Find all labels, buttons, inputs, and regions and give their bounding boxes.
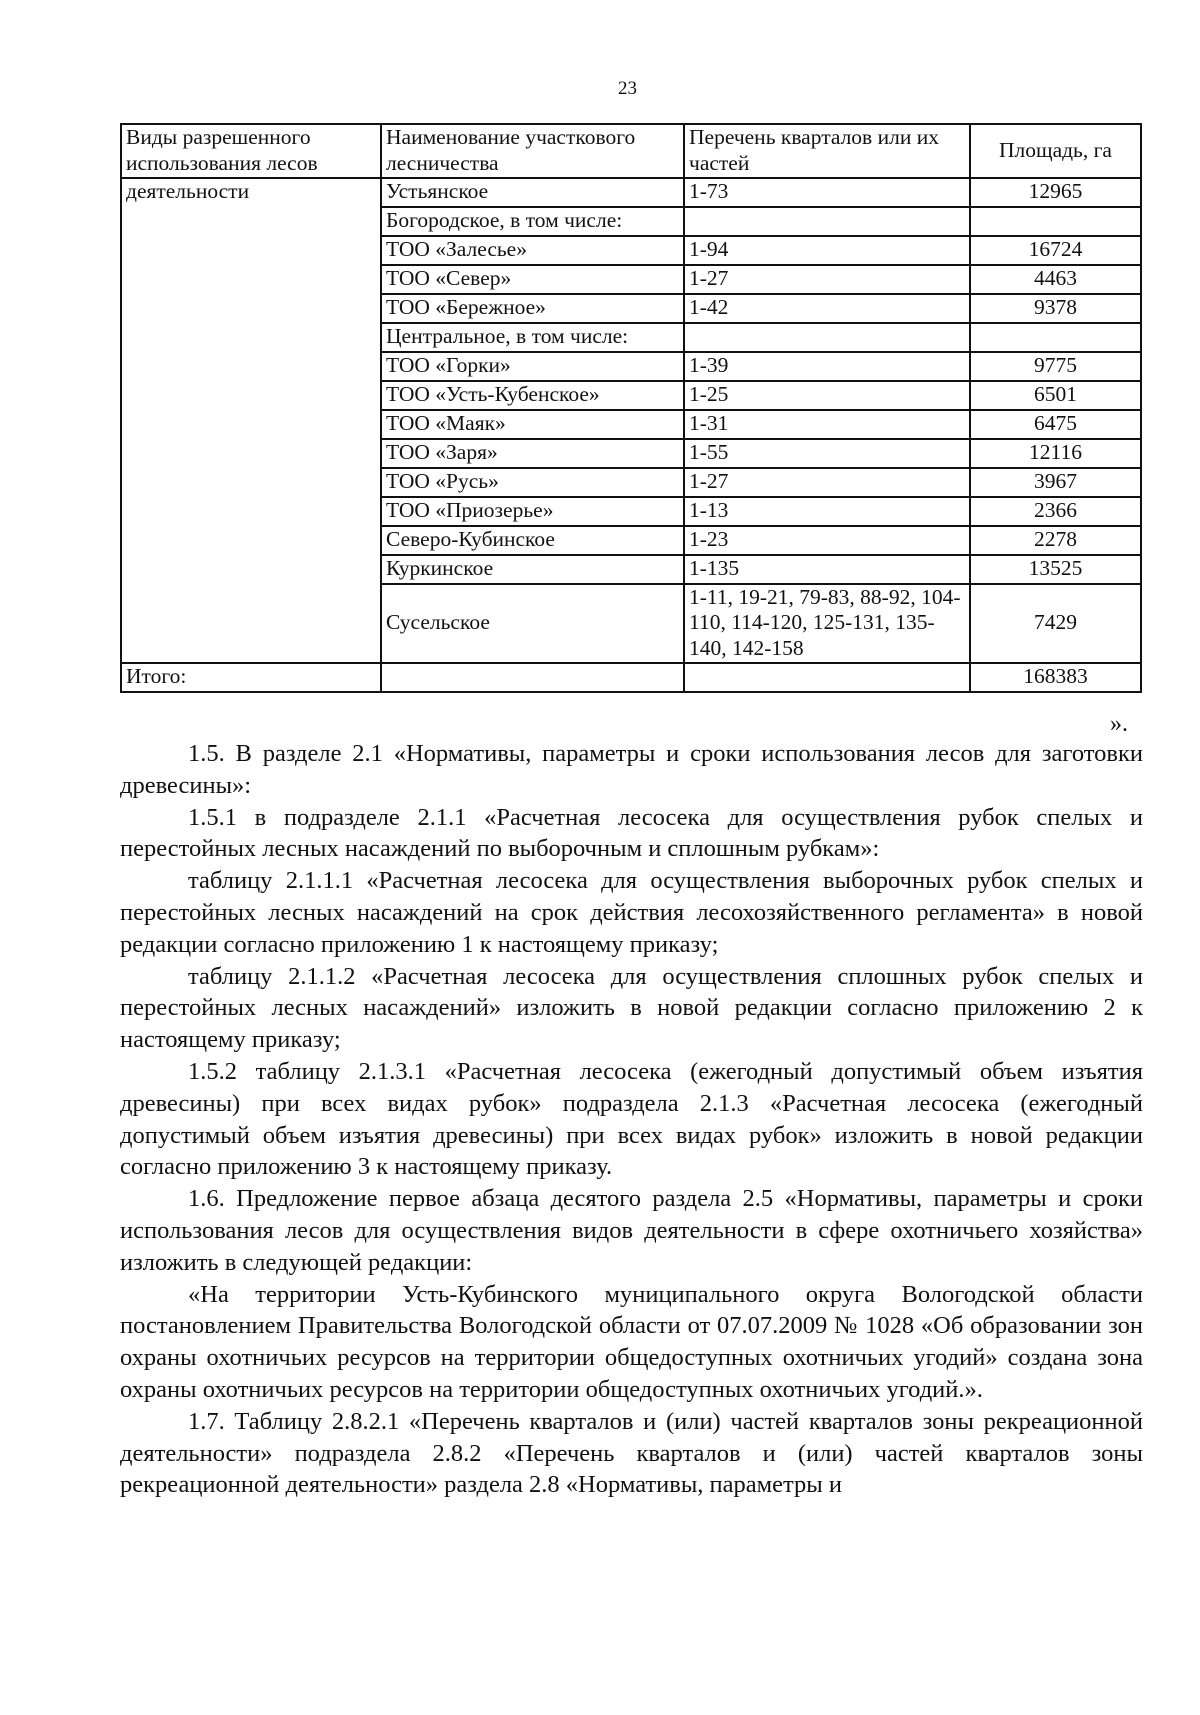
paragraph: 1.7. Таблицу 2.8.2.1 «Перечень кварталов и (или) частей кварталов зоны рекреационной деятельности» подраздела 2.8.2 «Перечень кварталов и (или) частей кварталов зоны рекреационной деятельности» раздела 2.8 «Нормативы, параметры и <box>120 1407 1143 1499</box>
area-cell: 16724 <box>970 236 1141 265</box>
quarters-cell <box>684 207 970 236</box>
forestry-name-cell: ТОО «Усть-Кубенское» <box>381 381 684 410</box>
body-text <box>120 738 1143 1501</box>
total-name-cell <box>381 663 684 692</box>
usage-type-cell: деятельности <box>121 178 381 663</box>
quarters-cell: 1-135 <box>684 555 970 584</box>
forestry-name-cell: ТОО «Приозерье» <box>381 497 684 526</box>
total-label: Итого: <box>121 663 381 692</box>
area-cell: 3967 <box>970 468 1141 497</box>
quarters-cell: 1-27 <box>684 468 970 497</box>
forestry-name-cell: ТОО «Заря» <box>381 439 684 468</box>
area-cell: 9775 <box>970 352 1141 381</box>
area-cell: 7429 <box>970 584 1141 663</box>
forestry-name-cell: ТОО «Бережное» <box>381 294 684 323</box>
quarters-cell: 1-42 <box>684 294 970 323</box>
area-cell: 2366 <box>970 497 1141 526</box>
area-cell: 12116 <box>970 439 1141 468</box>
forestry-name-cell: Северо-Кубинское <box>381 526 684 555</box>
paragraph: таблицу 2.1.1.1 «Расчетная лесосека для осуществления выборочных рубок спелых и перестойных лесных насаждений на срок действия лесохозяйственного регламента» в новой редакции согласно приложению 1 к настоящему приказу; <box>120 867 1143 958</box>
total-quarters-cell <box>684 663 970 692</box>
paragraph: «На территории Усть-Кубинского муниципального округа Вологодской области постановлением Правительства Вологодской области от 07.07.2009 № 1028 «Об образовании зон охраны охотничьих ресурсов на территории общедоступных охотничьих угодий» создана зона охраны охотничьих ресурсов на территории общедоступных охотничьих угодий.». <box>120 1280 1143 1403</box>
total-area: 168383 <box>970 663 1141 692</box>
paragraph: 1.5. В разделе 2.1 «Нормативы, параметры и сроки использования лесов для заготовки древесины»: <box>120 740 1143 799</box>
header-area: Площадь, га <box>970 124 1141 178</box>
quarters-cell: 1-39 <box>684 352 970 381</box>
area-cell: 2278 <box>970 526 1141 555</box>
quarters-cell: 1-11, 19-21, 79-83, 88-92, 104-110, 114-120, 125-131, 135-140, 142-158 <box>684 584 970 663</box>
header-quarters: Перечень кварталов или их частей <box>684 124 970 178</box>
table-header-row <box>121 124 1141 178</box>
quarters-cell: 1-25 <box>684 381 970 410</box>
area-cell: 6475 <box>970 410 1141 439</box>
area-cell: 4463 <box>970 265 1141 294</box>
quarters-cell: 1-13 <box>684 497 970 526</box>
closing-quote: ». <box>1110 711 1128 737</box>
quarters-cell: 1-55 <box>684 439 970 468</box>
quarters-cell: 1-73 <box>684 178 970 207</box>
quarters-cell <box>684 323 970 352</box>
forestry-name-cell: Богородское, в том числе: <box>381 207 684 236</box>
paragraph: 1.6. Предложение первое абзаца десятого раздела 2.5 «Нормативы, параметры и сроки использования лесов для осуществления видов деятельности в сфере охотничьего хозяйства» изложить в следующей редакции: <box>120 1185 1143 1276</box>
header-forestry-name: Наименование участкового лесничества <box>381 124 684 178</box>
forest-table <box>120 123 1142 693</box>
forestry-name-cell: Устьянское <box>381 178 684 207</box>
quarters-cell: 1-94 <box>684 236 970 265</box>
quarters-cell: 1-27 <box>684 265 970 294</box>
paragraph: таблицу 2.1.1.2 «Расчетная лесосека для осуществления сплошных рубок спелых и перестойных лесных насаждений» изложить в новой редакции согласно приложению 2 к настоящему приказу; <box>120 962 1143 1054</box>
quarters-cell: 1-23 <box>684 526 970 555</box>
forestry-name-cell: Центральное, в том числе: <box>381 323 684 352</box>
area-cell <box>970 207 1141 236</box>
area-cell <box>970 323 1141 352</box>
forestry-name-cell: Куркинское <box>381 555 684 584</box>
forestry-name-cell: ТОО «Русь» <box>381 468 684 497</box>
forestry-name-cell: ТОО «Маяк» <box>381 410 684 439</box>
table-total-row <box>121 663 1141 692</box>
paragraph: 1.5.1 в подразделе 2.1.1 «Расчетная лесосека для осуществления рубок спелых и перестойных лесных насаждений по выборочным и сплошным рубкам»: <box>120 803 1143 863</box>
table-row <box>121 178 1141 207</box>
page-number: 23 <box>618 78 637 99</box>
area-cell: 12965 <box>970 178 1141 207</box>
area-cell: 13525 <box>970 555 1141 584</box>
quarters-cell: 1-31 <box>684 410 970 439</box>
area-cell: 6501 <box>970 381 1141 410</box>
header-usage-type: Виды разрешенного использования лесов <box>121 124 381 178</box>
forestry-name-cell: Сусельское <box>381 584 684 663</box>
area-cell: 9378 <box>970 294 1141 323</box>
forestry-name-cell: ТОО «Север» <box>381 265 684 294</box>
forestry-name-cell: ТОО «Горки» <box>381 352 684 381</box>
forestry-name-cell: ТОО «Залесье» <box>381 236 684 265</box>
paragraph: 1.5.2 таблицу 2.1.3.1 «Расчетная лесосека (ежегодный допустимый объем изъятия древесины) при всех видах рубок» подраздела 2.1.3 «Расчетная лесосека (ежегодный допустимый объем изъятия древесины) при всех видах рубок» изложить в новой редакции согласно приложению 3 к настоящему приказу. <box>120 1057 1143 1181</box>
